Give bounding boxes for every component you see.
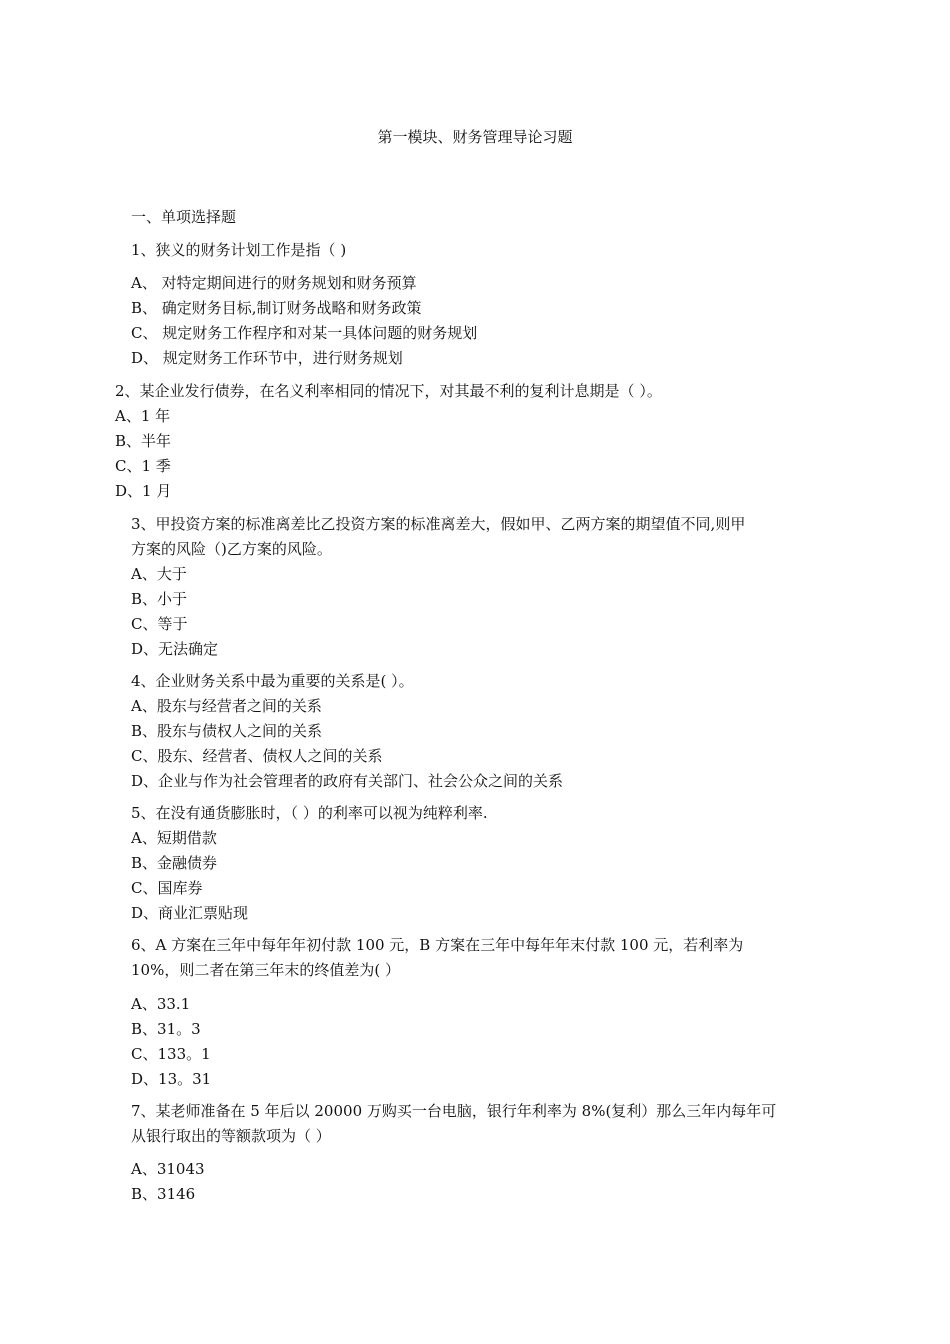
question-stem: 7、某老师准备在 5 年后以 20000 万购买一台电脑，银行年利率为 8%(复利）那么三年内每年可	[131, 1102, 777, 1120]
option-b: B、 确定财务目标,制订财务战略和财务政策	[131, 299, 422, 317]
question-stem: 2、某企业发行债券，在名义利率相同的情况下，对其最不利的复利计息期是（ ）。	[115, 382, 662, 400]
option-b: B、31。3	[131, 1020, 201, 1038]
option-d: D、商业汇票贴现	[131, 904, 249, 922]
option-c: C、等于	[131, 615, 188, 633]
option-b: B、金融债券	[131, 854, 218, 872]
option-c: C、国库券	[131, 879, 203, 897]
option-a: A、1 年	[115, 407, 171, 425]
option-d: D、13。31	[131, 1070, 212, 1088]
option-a: A、33.1	[131, 995, 191, 1013]
option-a: A、31043	[131, 1160, 205, 1178]
option-a: A、股东与经营者之间的关系	[131, 697, 322, 715]
option-a: A、短期借款	[131, 829, 217, 847]
option-a: A、大于	[131, 565, 187, 583]
option-c: C、1 季	[115, 457, 171, 475]
question-stem-continued: 方案的风险（)乙方案的风险。	[131, 540, 332, 558]
option-d: D、 规定财务工作环节中，进行财务规划	[131, 349, 403, 367]
question-stem: 6、A 方案在三年中每年年初付款 100 元，B 方案在三年中每年年末付款 100 元，若利率为	[131, 936, 744, 954]
question-stem: 4、企业财务关系中最为重要的关系是( ）。	[131, 672, 414, 690]
option-c: C、股东、经营者、债权人之间的关系	[131, 747, 383, 765]
option-b: B、小于	[131, 590, 188, 608]
option-d: D、无法确定	[131, 640, 219, 658]
option-b: B、股东与债权人之间的关系	[131, 722, 323, 740]
question-stem-continued: 10%，则二者在第三年末的终值差为( ）	[131, 961, 400, 979]
question-stem-continued: 从银行取出的等额款项为（ ）	[131, 1127, 331, 1145]
option-b: B、半年	[115, 432, 172, 450]
question-stem: 1、狭义的财务计划工作是指（ )	[131, 241, 347, 259]
option-d: D、1 月	[115, 482, 172, 500]
option-c: C、 规定财务工作程序和对某一具体问题的财务规划	[131, 324, 478, 342]
document-title: 第一模块、财务管理导论习题	[377, 128, 573, 146]
question-stem: 5、在没有通货膨胀时，（ ）的利率可以视为纯粹利率.	[131, 804, 488, 822]
option-c: C、133。1	[131, 1045, 211, 1063]
option-a: A、 对特定期间进行的财务规划和财务预算	[131, 274, 417, 292]
question-stem: 3、甲投资方案的标准离差比乙投资方案的标准离差大，假如甲、乙两方案的期望值不同,则甲	[131, 515, 746, 533]
option-b: B、3146	[131, 1185, 196, 1203]
section-heading: 一、单项选择题	[131, 208, 237, 226]
option-d: D、企业与作为社会管理者的政府有关部门、社会公众之间的关系	[131, 772, 564, 790]
